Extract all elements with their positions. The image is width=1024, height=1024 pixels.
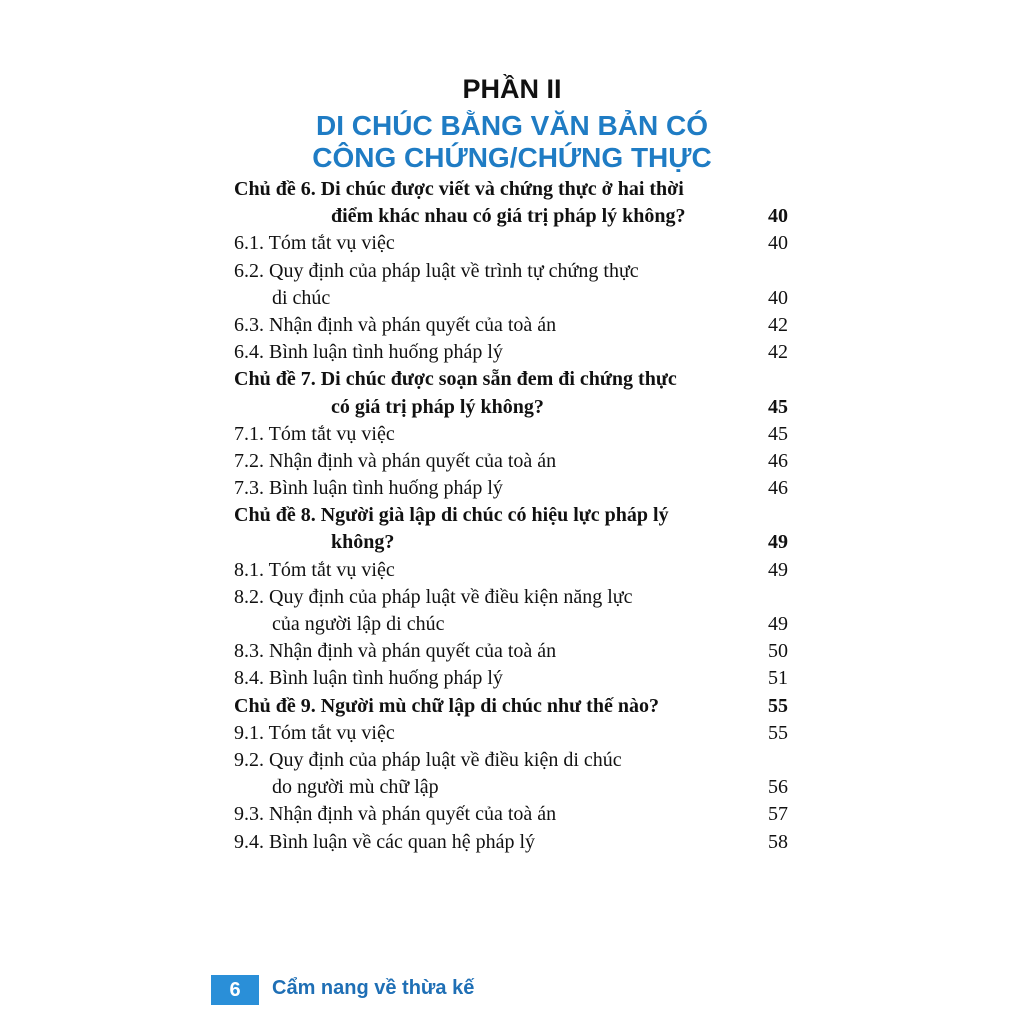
toc-entry-text: di chúc [272,286,331,309]
toc-entry-text: 7.2. Nhận định và phán quyết của toà án [234,449,557,472]
toc-entry-page [760,176,788,203]
toc-entry-text: 6.1. Tóm tắt vụ việc [234,232,395,255]
toc-entry [234,774,788,801]
toc-entry-text: 8.1. Tóm tắt vụ việc [234,558,395,581]
toc-entry-page: 58 [768,830,788,853]
toc-entry [234,421,788,448]
table-of-contents [234,176,788,856]
toc-entry-page: 49 [768,613,788,635]
toc-entry [234,720,788,747]
toc-entry-page: 46 [768,449,788,472]
toc-entry-page: 45 [768,395,788,418]
toc-entry-text: 8.3. Nhận định và phán quyết của toà án [234,640,557,663]
toc-entry [234,638,788,665]
toc-entry-text: có giá trị pháp lý không? [331,395,544,418]
toc-entry [234,611,788,638]
toc-entry [234,829,788,856]
toc-entry-page: 55 [768,694,788,717]
toc-entry [234,176,788,203]
toc-entry-text: 8.4. Bình luận tình huống pháp lý [234,667,503,690]
toc-entry [234,285,788,312]
toc-entry [234,747,788,774]
toc-entry-text: điểm khác nhau có giá trị pháp lý không? [331,205,686,228]
toc-entry-text: của người lập di chúc [272,613,445,635]
section-title-line-1: DI CHÚC BẰNG VĂN BẢN CÓ [316,110,708,141]
toc-entry-text: 7.3. Bình luận tình huống pháp lý [234,477,503,500]
toc-entry-text: 6.2. Quy định của pháp luật về trình tự chứng thực [234,259,639,282]
toc-entry-page: 42 [768,313,788,336]
toc-entry-page: 50 [768,640,788,663]
toc-entry [234,448,788,475]
toc-entry-text: không? [331,531,395,554]
toc-entry-page: 40 [768,286,788,309]
toc-entry-page: 55 [768,721,788,744]
toc-entry-page: 49 [768,531,788,554]
toc-entry-text: Chủ đề 9. Người mù chữ lập di chúc như thế nào? [234,694,659,717]
toc-entry-page [760,258,788,285]
toc-entry [234,529,788,556]
toc-entry [234,693,788,720]
toc-entry-text: Chủ đề 6. Di chúc được viết và chứng thực ở hai thời [234,178,684,200]
toc-entry [234,230,788,257]
toc-entry-text: 9.3. Nhận định và phán quyết của toà án [234,803,557,826]
toc-entry-page: 40 [768,205,788,228]
toc-entry-text: 6.3. Nhận định và phán quyết của toà án [234,313,557,336]
toc-entry [234,801,788,828]
toc-entry-text: Chủ đề 8. Người già lập di chúc có hiệu lực pháp lý [234,504,669,527]
toc-entry [234,475,788,502]
toc-entry-text: 7.1. Tóm tắt vụ việc [234,422,395,445]
toc-entry-text: Chủ đề 7. Di chúc được soạn sẵn đem đi chứng thực [234,368,677,391]
toc-entry-page: 57 [768,803,788,826]
part-heading: PHẦN II [462,74,562,104]
toc-entry-page: 46 [768,477,788,500]
toc-entry-text: 8.2. Quy định của pháp luật về điều kiện năng lực [234,585,633,608]
toc-entry [234,312,788,339]
toc-entry-page: 49 [768,558,788,581]
toc-entry [234,394,788,421]
toc-entry [234,665,788,692]
toc-entry [234,557,788,584]
toc-entry-text: 6.4. Bình luận tình huống pháp lý [234,341,503,364]
footer-book-title: Cẩm nang về thừa kế [272,977,475,999]
section-title-line-2: CÔNG CHỨNG/CHỨNG THỰC [312,142,712,173]
toc-entry-page [760,747,788,774]
toc-entry [234,366,788,393]
toc-entry-page: 45 [768,422,788,445]
toc-entry-page: 42 [768,341,788,364]
toc-entry [234,203,788,230]
toc-entry [234,258,788,285]
toc-entry-page: 51 [768,667,788,690]
toc-entry [234,502,788,529]
toc-entry-page [760,366,788,393]
toc-entry-text: 9.4. Bình luận về các quan hệ pháp lý [234,830,536,853]
toc-entry [234,339,788,366]
toc-entry-page: 56 [768,776,788,799]
toc-entry-text: do người mù chữ lập [272,776,439,799]
footer-page-number: 6 [211,975,259,1005]
toc-entry-page [760,502,788,529]
toc-entry-page [760,584,788,611]
toc-entry-page: 40 [768,232,788,255]
toc-entry [234,584,788,611]
toc-entry-text: 9.1. Tóm tắt vụ việc [234,721,395,744]
toc-entry-text: 9.2. Quy định của pháp luật về điều kiện di chúc [234,748,622,771]
